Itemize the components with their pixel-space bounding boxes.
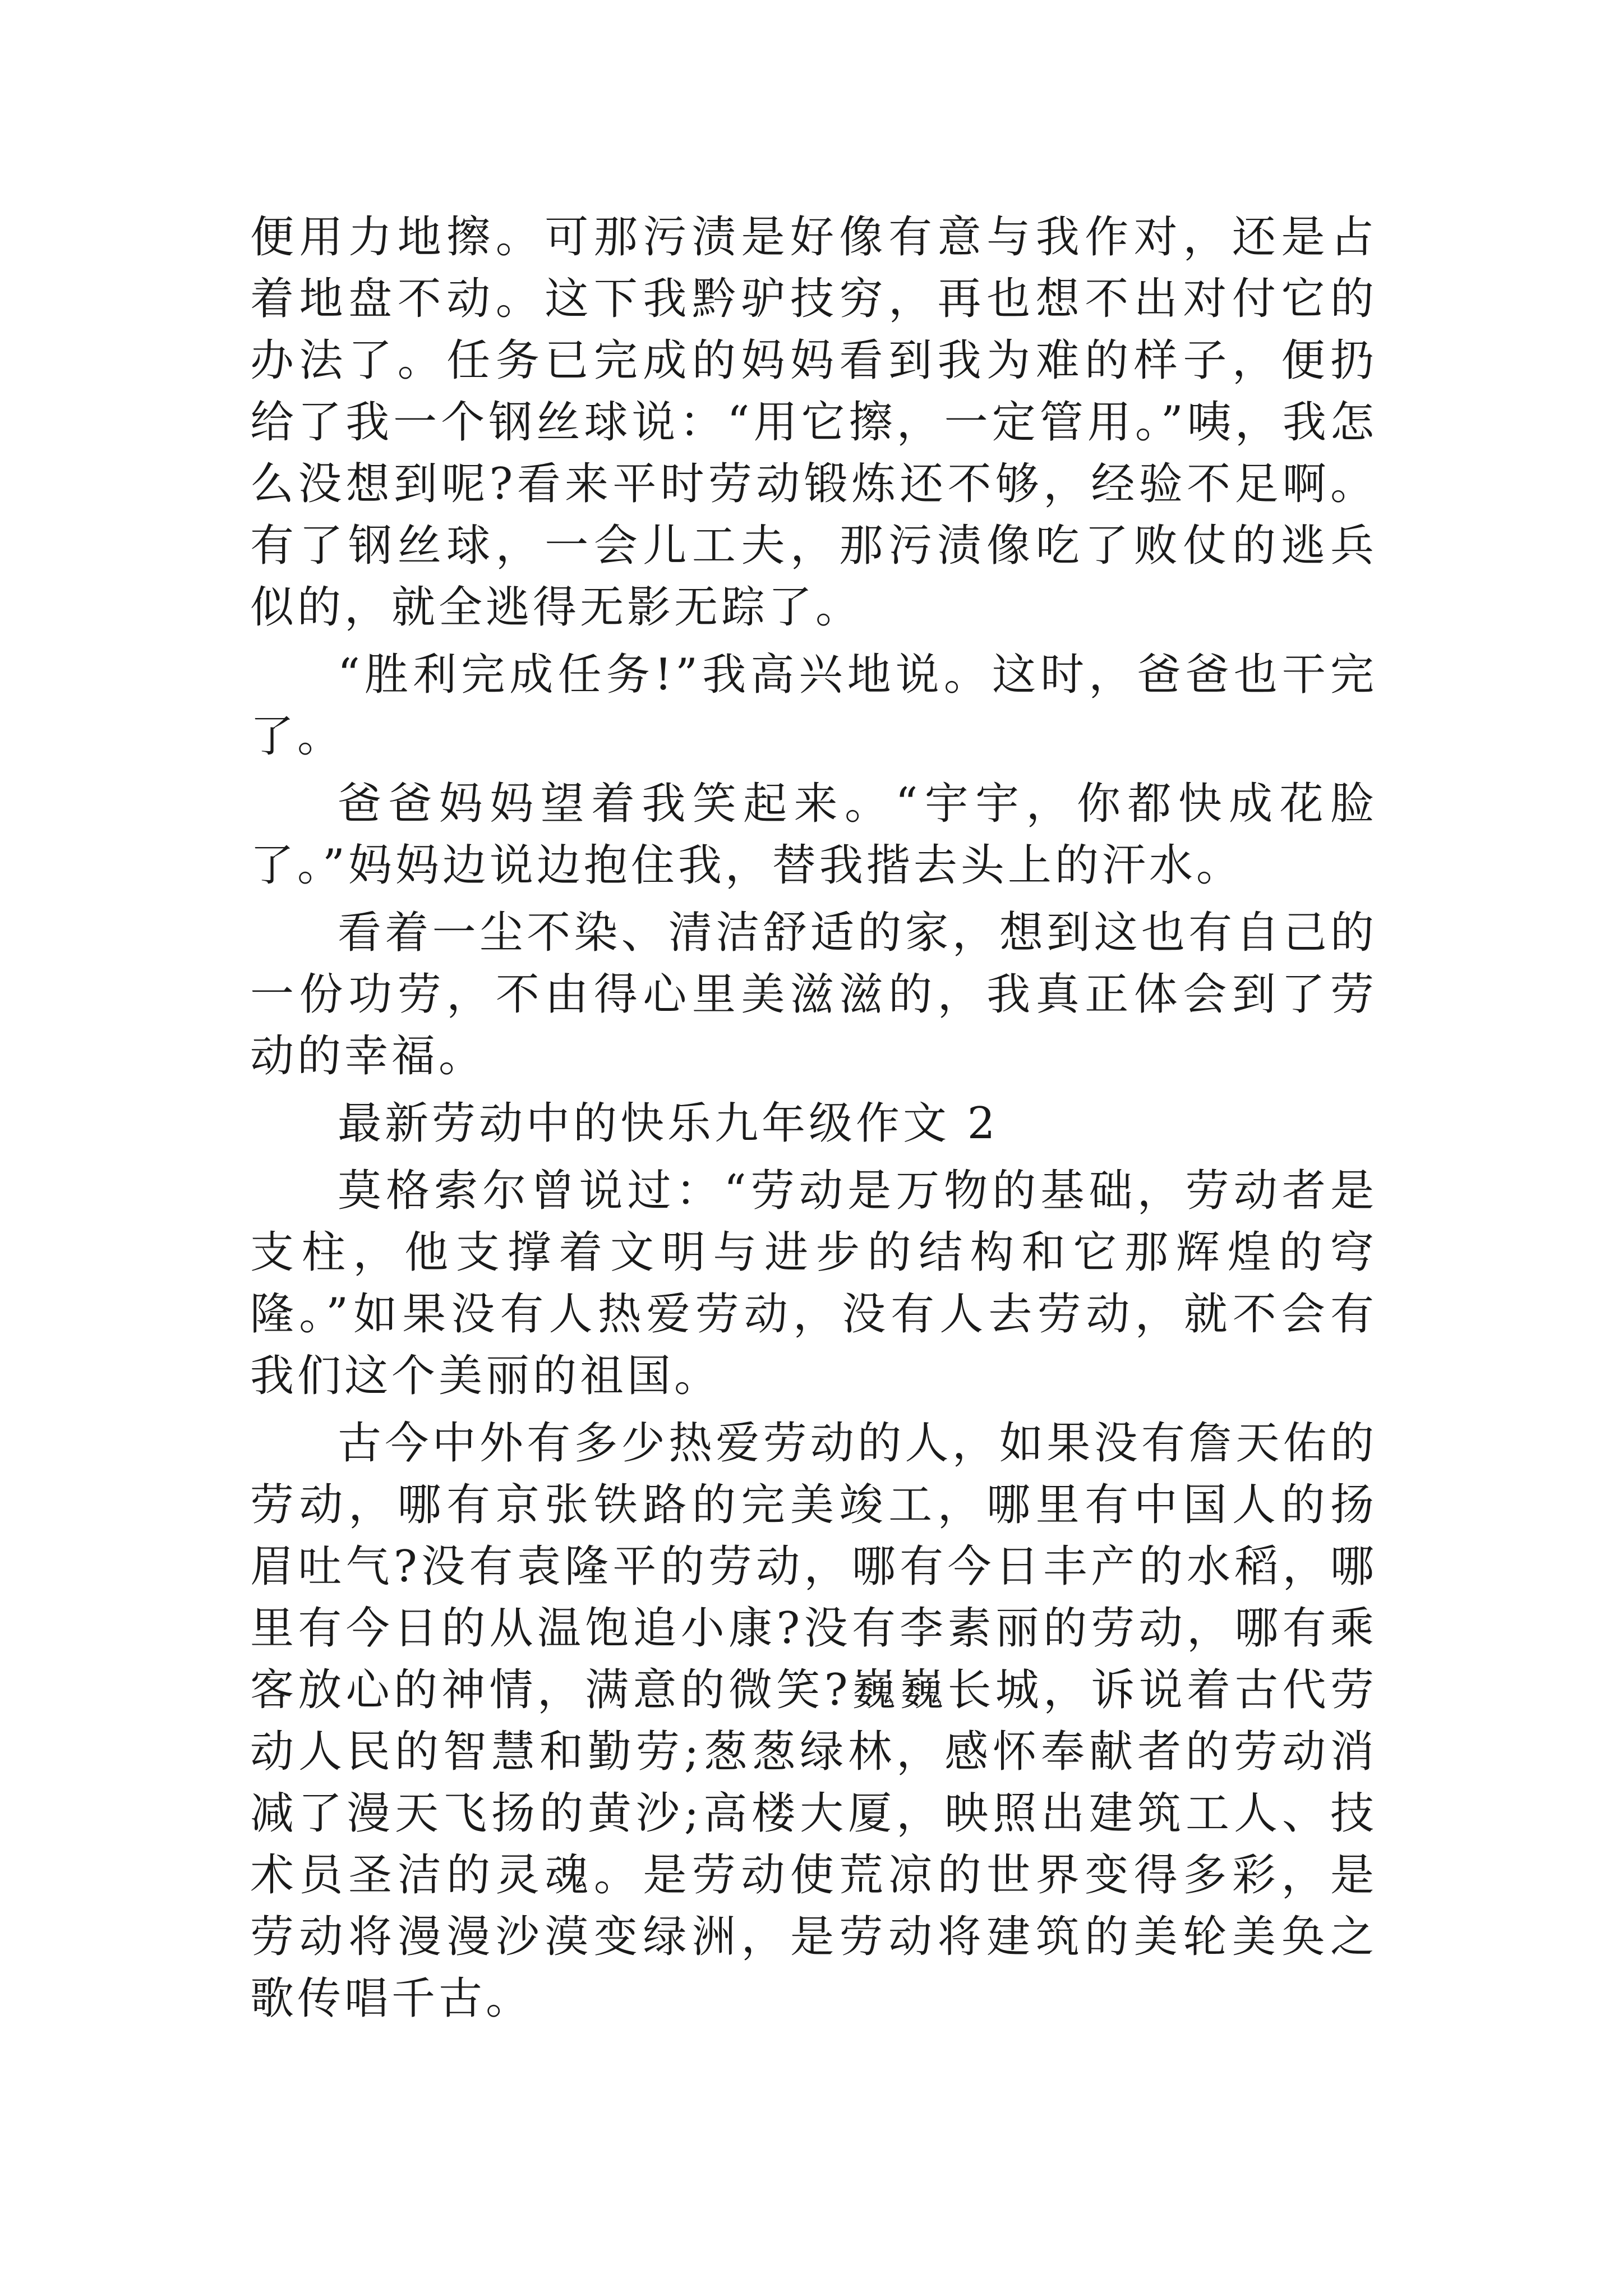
paragraph: 看着一尘不染、清洁舒适的家，想到这也有自己的一份功劳，不由得心里美滋滋的，我真正体会到了劳动的幸福。: [250, 908, 1377, 1082]
paragraph: “胜利完成任务!”我高兴地说。这时，爸爸也干完了。: [250, 650, 1377, 762]
document-body: [250, 206, 1377, 2035]
paragraph: 莫格索尔曾说过：“劳动是万物的基础，劳动者是支柱，他支撑着文明与进步的结构和它那辉煌的穹隆。”如果没有人热爱劳动，没有人去劳动，就不会有我们这个美丽的祖国。: [250, 1166, 1377, 1401]
section-heading: 最新劳动中的快乐九年级作文 2: [338, 1098, 999, 1149]
paragraph: 爸爸妈妈望着我笑起来。“宇宇，你都快成花脸了。”妈妈边说边抱住我，替我揩去头上的汗水。: [250, 779, 1377, 891]
paragraph: 古今中外有多少热爱劳动的人，如果没有詹天佑的劳动，哪有京张铁路的完美竣工，哪里有中国人的扬眉吐气?没有袁隆平的劳动，哪有今日丰产的水稻，哪里有今日的从温饱追小康?没有李素丽的劳动，哪有乘客放心的神情，满意的微笑?巍巍长城，诉说着古代劳动人民的智慧和勤劳;葱葱绿林，感怀奉献者的劳动消减了漫天飞扬的黄沙;高楼大厦，映照出建筑工人、技术员圣洁的灵魂。是劳动使荒凉的世界变得多彩，是劳动将漫漫沙漠变绿洲，是劳动将建筑的美轮美奂之歌传唱千古。: [250, 1418, 1377, 2024]
paragraph-continuation: 便用力地擦。可那污渍是好像有意与我作对，还是占着地盘不动。这下我黔驴技穷，再也想不出对付它的办法了。任务已完成的妈妈看到我为难的样子，便扔给了我一个钢丝球说：“用它擦，一定管用。”咦，我怎么没想到呢?看来平时劳动锻炼还不够，经验不足啊。有了钢丝球，一会儿工夫，那污渍像吃了败仗的逃兵似的，就全逃得无影无踪了。: [250, 212, 1377, 633]
